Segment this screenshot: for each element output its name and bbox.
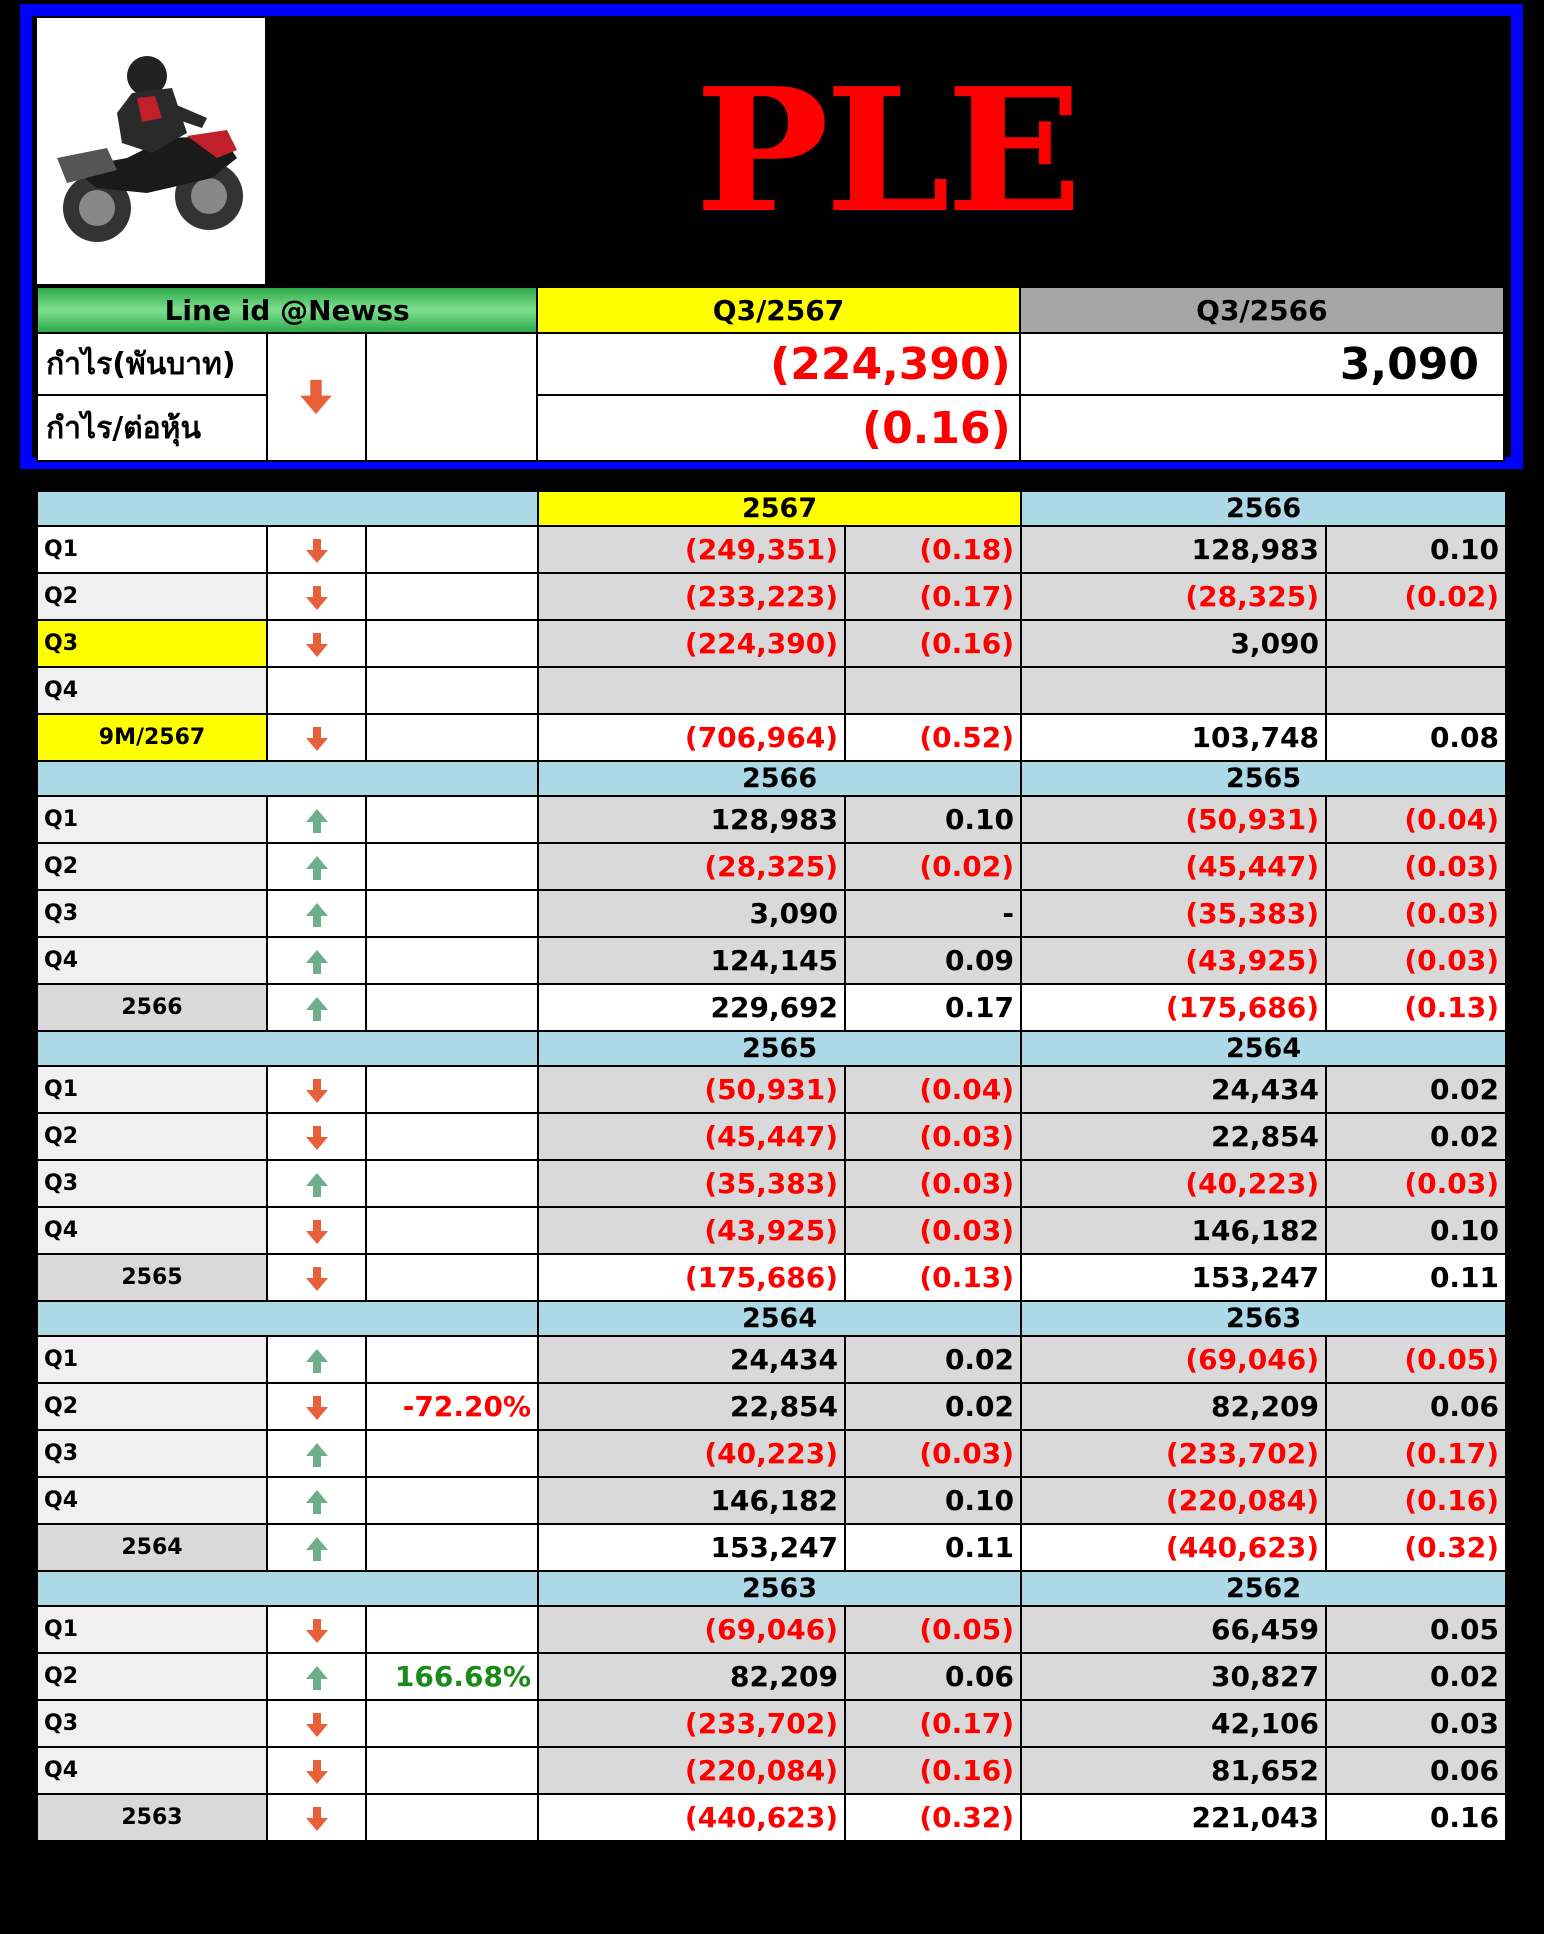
table-row <box>37 526 1506 573</box>
trend-cell <box>267 1336 366 1383</box>
arrow-down-icon <box>303 1124 331 1152</box>
eps-value-right: (0.03) <box>1326 843 1506 890</box>
row-label: 2566 <box>37 984 267 1031</box>
table-row <box>37 1160 1506 1207</box>
eps-value-right: (0.16) <box>1326 1477 1506 1524</box>
percent-change <box>366 667 538 714</box>
section-header-row <box>37 1031 1506 1066</box>
trend-cell <box>267 667 366 714</box>
eps-value-right: (0.02) <box>1326 573 1506 620</box>
line-id-label: Line id @Newss <box>37 287 537 333</box>
table-row <box>37 667 1506 714</box>
profit-value-left: (233,223) <box>538 573 845 620</box>
arrow-up-icon <box>303 948 331 976</box>
arrow-down-icon <box>303 537 331 565</box>
eps-value-right: 0.08 <box>1326 714 1506 761</box>
profit-value-left: (40,223) <box>538 1430 845 1477</box>
profit-value-left: 3,090 <box>538 890 845 937</box>
percent-change <box>366 1066 538 1113</box>
eps-value-left: (0.05) <box>845 1606 1021 1653</box>
profit-value-left: 229,692 <box>538 984 845 1031</box>
eps-value-left: (0.16) <box>845 620 1021 667</box>
eps-value-left: 0.10 <box>845 796 1021 843</box>
table-row <box>37 620 1506 667</box>
eps-label: กำไร/ต่อหุ้น <box>37 395 267 461</box>
arrow-down-icon <box>303 1394 331 1422</box>
row-label: Q4 <box>37 1747 267 1794</box>
eps-value-right: (0.03) <box>1326 937 1506 984</box>
row-label: Q1 <box>37 1606 267 1653</box>
trend-cell <box>267 1700 366 1747</box>
eps-value-left: 0.17 <box>845 984 1021 1031</box>
arrow-down-icon <box>303 1758 331 1786</box>
quarterly-results-table <box>36 490 1507 1842</box>
profit-value-left: (69,046) <box>538 1606 845 1653</box>
eps-value-left: 0.02 <box>845 1336 1021 1383</box>
row-label: Q1 <box>37 526 267 573</box>
eps-value-right <box>1326 667 1506 714</box>
ticker-text: PLE <box>694 51 1078 251</box>
eps-value-right: 0.02 <box>1326 1113 1506 1160</box>
eps-value-right: (0.03) <box>1326 890 1506 937</box>
percent-change <box>366 1254 538 1301</box>
percent-change <box>366 1160 538 1207</box>
stock-ticker-title <box>268 18 1504 284</box>
profit-value-left: 124,145 <box>538 937 845 984</box>
arrow-up-icon <box>303 1488 331 1516</box>
profit-value-left: 22,854 <box>538 1383 845 1430</box>
percent-change <box>366 843 538 890</box>
percent-change <box>366 890 538 937</box>
row-label: Q1 <box>37 1066 267 1113</box>
table-row <box>37 1066 1506 1113</box>
eps-value-right: (0.17) <box>1326 1430 1506 1477</box>
trend-cell <box>267 937 366 984</box>
eps-value-right: 0.02 <box>1326 1653 1506 1700</box>
trend-cell <box>267 1383 366 1430</box>
arrow-down-icon <box>303 725 331 753</box>
profit-value-left: (28,325) <box>538 843 845 890</box>
profit-value-left: (706,964) <box>538 714 845 761</box>
trend-cell <box>267 620 366 667</box>
row-label: Q4 <box>37 1477 267 1524</box>
section-header-blank <box>37 491 538 526</box>
trend-cell <box>267 1113 366 1160</box>
profit-value-right: (175,686) <box>1021 984 1326 1031</box>
section-header-row <box>37 761 1506 796</box>
table-row <box>37 1383 1506 1430</box>
section-right-year: 2566 <box>1021 491 1506 526</box>
trend-cell <box>267 1524 366 1571</box>
row-label: Q3 <box>37 1700 267 1747</box>
eps-current-value: (0.16) <box>537 395 1019 461</box>
trend-cell <box>267 796 366 843</box>
summary-blank-cell <box>366 333 538 461</box>
arrow-down-icon <box>303 631 331 659</box>
section-right-year: 2564 <box>1021 1031 1506 1066</box>
profit-value-right: 3,090 <box>1021 620 1326 667</box>
profit-value-right: (220,084) <box>1021 1477 1326 1524</box>
row-label: Q2 <box>37 1383 267 1430</box>
profit-value-left: (50,931) <box>538 1066 845 1113</box>
trend-cell <box>267 573 366 620</box>
table-row <box>37 890 1506 937</box>
percent-change <box>366 1336 538 1383</box>
profit-value-left: (233,702) <box>538 1700 845 1747</box>
section-left-year: 2567 <box>538 491 1021 526</box>
percent-change <box>366 1606 538 1653</box>
profit-current-value: (224,390) <box>537 333 1019 395</box>
percent-change <box>366 714 538 761</box>
profit-value-right: 42,106 <box>1021 1700 1326 1747</box>
eps-value-left: 0.11 <box>845 1524 1021 1571</box>
profit-value-left <box>538 667 845 714</box>
percent-change <box>366 1113 538 1160</box>
section-left-year: 2566 <box>538 761 1021 796</box>
arrow-up-icon <box>303 807 331 835</box>
table-row <box>37 1524 1506 1571</box>
profit-value-left: (249,351) <box>538 526 845 573</box>
row-label: Q3 <box>37 620 267 667</box>
profit-value-right: (69,046) <box>1021 1336 1326 1383</box>
eps-value-right: 0.06 <box>1326 1747 1506 1794</box>
section-right-year: 2563 <box>1021 1301 1506 1336</box>
eps-value-left: 0.02 <box>845 1383 1021 1430</box>
table-row <box>37 1700 1506 1747</box>
eps-value-left: (0.03) <box>845 1430 1021 1477</box>
trend-cell <box>267 526 366 573</box>
eps-value-left: 0.09 <box>845 937 1021 984</box>
eps-value-left: 0.06 <box>845 1653 1021 1700</box>
table-row <box>37 1794 1506 1841</box>
table-row <box>37 573 1506 620</box>
profit-value-left: (220,084) <box>538 1747 845 1794</box>
row-label: Q3 <box>37 890 267 937</box>
eps-value-left: (0.02) <box>845 843 1021 890</box>
summary-trend-cell <box>267 333 366 461</box>
percent-change <box>366 620 538 667</box>
section-left-year: 2564 <box>538 1301 1021 1336</box>
profit-value-left: 146,182 <box>538 1477 845 1524</box>
eps-value-left: 0.10 <box>845 1477 1021 1524</box>
percent-change <box>366 1700 538 1747</box>
row-label: Q3 <box>37 1430 267 1477</box>
profit-value-right: (28,325) <box>1021 573 1326 620</box>
table-row <box>37 796 1506 843</box>
profit-previous-value: 3,090 <box>1020 333 1504 395</box>
profit-value-right: 153,247 <box>1021 1254 1326 1301</box>
profit-value-right: (43,925) <box>1021 937 1326 984</box>
arrow-down-icon <box>303 1711 331 1739</box>
percent-change <box>366 1207 538 1254</box>
table-row <box>37 1477 1506 1524</box>
eps-value-left: (0.03) <box>845 1113 1021 1160</box>
profit-value-right: 24,434 <box>1021 1066 1326 1113</box>
table-row <box>37 714 1506 761</box>
row-label: Q2 <box>37 573 267 620</box>
trend-cell <box>267 1606 366 1653</box>
trend-cell <box>267 1160 366 1207</box>
profit-value-left: 128,983 <box>538 796 845 843</box>
trend-cell <box>267 1430 366 1477</box>
trend-cell <box>267 1066 366 1113</box>
profit-value-left: (175,686) <box>538 1254 845 1301</box>
percent-change <box>366 1430 538 1477</box>
profit-value-left: (45,447) <box>538 1113 845 1160</box>
previous-period-header: Q3/2566 <box>1020 287 1504 333</box>
row-label: Q2 <box>37 843 267 890</box>
profit-value-right: (50,931) <box>1021 796 1326 843</box>
profit-value-right: (35,383) <box>1021 890 1326 937</box>
motorcycle-logo-image <box>37 18 265 284</box>
profit-value-right: 66,459 <box>1021 1606 1326 1653</box>
table-row <box>37 984 1506 1031</box>
section-left-year: 2563 <box>538 1571 1021 1606</box>
percent-change <box>366 1747 538 1794</box>
eps-value-right: (0.32) <box>1326 1524 1506 1571</box>
percent-change <box>366 1794 538 1841</box>
trend-cell <box>267 1207 366 1254</box>
profit-value-right: (45,447) <box>1021 843 1326 890</box>
table-row <box>37 1430 1506 1477</box>
table-row <box>37 1113 1506 1160</box>
eps-value-left: (0.13) <box>845 1254 1021 1301</box>
row-label: 2563 <box>37 1794 267 1841</box>
trend-cell <box>267 984 366 1031</box>
table-row <box>37 1653 1506 1700</box>
table-row <box>37 1606 1506 1653</box>
profit-value-right: (233,702) <box>1021 1430 1326 1477</box>
percent-change <box>366 1524 538 1571</box>
table-row <box>37 937 1506 984</box>
arrow-down-icon <box>303 1617 331 1645</box>
section-header-blank <box>37 1571 538 1606</box>
eps-value-left: (0.03) <box>845 1207 1021 1254</box>
arrow-up-icon <box>303 1535 331 1563</box>
eps-value-right: (0.03) <box>1326 1160 1506 1207</box>
eps-value-right: 0.06 <box>1326 1383 1506 1430</box>
trend-cell <box>267 1653 366 1700</box>
arrow-down-icon <box>303 1805 331 1833</box>
eps-value-right: (0.13) <box>1326 984 1506 1031</box>
percent-change: 166.68% <box>366 1653 538 1700</box>
arrow-down-icon <box>303 1077 331 1105</box>
current-period-header: Q3/2567 <box>537 287 1019 333</box>
eps-value-right: 0.05 <box>1326 1606 1506 1653</box>
arrow-up-icon <box>303 854 331 882</box>
table-row <box>37 1207 1506 1254</box>
arrow-down-icon <box>303 1265 331 1293</box>
eps-value-right: 0.02 <box>1326 1066 1506 1113</box>
row-label: Q4 <box>37 1207 267 1254</box>
section-header-row <box>37 491 1506 526</box>
profit-value-right: 30,827 <box>1021 1653 1326 1700</box>
row-label: Q3 <box>37 1160 267 1207</box>
row-label: 2565 <box>37 1254 267 1301</box>
row-label: Q1 <box>37 1336 267 1383</box>
row-label: Q1 <box>37 796 267 843</box>
eps-value-right: 0.10 <box>1326 526 1506 573</box>
arrow-up-icon <box>303 901 331 929</box>
percent-change: -72.20% <box>366 1383 538 1430</box>
summary-table <box>36 286 1505 462</box>
row-label: 9M/2567 <box>37 714 267 761</box>
percent-change <box>366 573 538 620</box>
eps-value-left: (0.04) <box>845 1066 1021 1113</box>
arrow-up-icon <box>303 1664 331 1692</box>
profit-value-right: 22,854 <box>1021 1113 1326 1160</box>
profit-value-left: (43,925) <box>538 1207 845 1254</box>
section-header-blank <box>37 1301 538 1336</box>
eps-value-left: (0.17) <box>845 1700 1021 1747</box>
row-label: Q2 <box>37 1653 267 1700</box>
profit-value-right: (40,223) <box>1021 1160 1326 1207</box>
eps-value-right: 0.16 <box>1326 1794 1506 1841</box>
eps-value-left: (0.52) <box>845 714 1021 761</box>
eps-value-right: 0.03 <box>1326 1700 1506 1747</box>
profit-value-right: (440,623) <box>1021 1524 1326 1571</box>
percent-change <box>366 526 538 573</box>
trend-cell <box>267 1794 366 1841</box>
profit-value-left: 24,434 <box>538 1336 845 1383</box>
profit-value-right: 128,983 <box>1021 526 1326 573</box>
profit-value-left: (224,390) <box>538 620 845 667</box>
trend-cell <box>267 1747 366 1794</box>
eps-value-left: (0.17) <box>845 573 1021 620</box>
trend-cell <box>267 714 366 761</box>
eps-value-left: (0.32) <box>845 1794 1021 1841</box>
row-label: Q4 <box>37 937 267 984</box>
row-label: Q4 <box>37 667 267 714</box>
section-right-year: 2565 <box>1021 761 1506 796</box>
eps-value-left <box>845 667 1021 714</box>
arrow-down-icon <box>296 375 336 419</box>
table-row <box>37 1336 1506 1383</box>
profit-value-right: 103,748 <box>1021 714 1326 761</box>
section-header-row <box>37 1301 1506 1336</box>
eps-value-right: (0.05) <box>1326 1336 1506 1383</box>
profit-value-right <box>1021 667 1326 714</box>
profit-value-left: (35,383) <box>538 1160 845 1207</box>
trend-cell <box>267 1254 366 1301</box>
arrow-down-icon <box>303 584 331 612</box>
percent-change <box>366 937 538 984</box>
eps-value-left: (0.18) <box>845 526 1021 573</box>
section-right-year: 2562 <box>1021 1571 1506 1606</box>
arrow-up-icon <box>303 1441 331 1469</box>
percent-change <box>366 1477 538 1524</box>
trend-cell <box>267 890 366 937</box>
eps-value-right: 0.11 <box>1326 1254 1506 1301</box>
arrow-down-icon <box>303 1218 331 1246</box>
table-row <box>37 1747 1506 1794</box>
profit-value-left: (440,623) <box>538 1794 845 1841</box>
profit-value-right: 82,209 <box>1021 1383 1326 1430</box>
row-label: Q2 <box>37 1113 267 1160</box>
percent-change <box>366 984 538 1031</box>
table-row <box>37 1254 1506 1301</box>
eps-value-left: (0.16) <box>845 1747 1021 1794</box>
profit-value-left: 82,209 <box>538 1653 845 1700</box>
eps-value-right: 0.10 <box>1326 1207 1506 1254</box>
section-left-year: 2565 <box>538 1031 1021 1066</box>
profit-value-left: 153,247 <box>538 1524 845 1571</box>
profit-label: กำไร(พันบาท) <box>37 333 267 395</box>
profit-value-right: 146,182 <box>1021 1207 1326 1254</box>
arrow-up-icon <box>303 1171 331 1199</box>
profit-value-right: 221,043 <box>1021 1794 1326 1841</box>
section-header-row <box>37 1571 1506 1606</box>
eps-value-right <box>1326 620 1506 667</box>
section-header-blank <box>37 1031 538 1066</box>
eps-value-right: (0.04) <box>1326 796 1506 843</box>
profit-value-right: 81,652 <box>1021 1747 1326 1794</box>
arrow-up-icon <box>303 1347 331 1375</box>
trend-cell <box>267 1477 366 1524</box>
eps-value-left: - <box>845 890 1021 937</box>
eps-value-left: (0.03) <box>845 1160 1021 1207</box>
table-row <box>37 843 1506 890</box>
section-header-blank <box>37 761 538 796</box>
percent-change <box>366 796 538 843</box>
trend-cell <box>267 843 366 890</box>
row-label: 2564 <box>37 1524 267 1571</box>
arrow-up-icon <box>303 995 331 1023</box>
eps-previous-value <box>1020 395 1504 461</box>
